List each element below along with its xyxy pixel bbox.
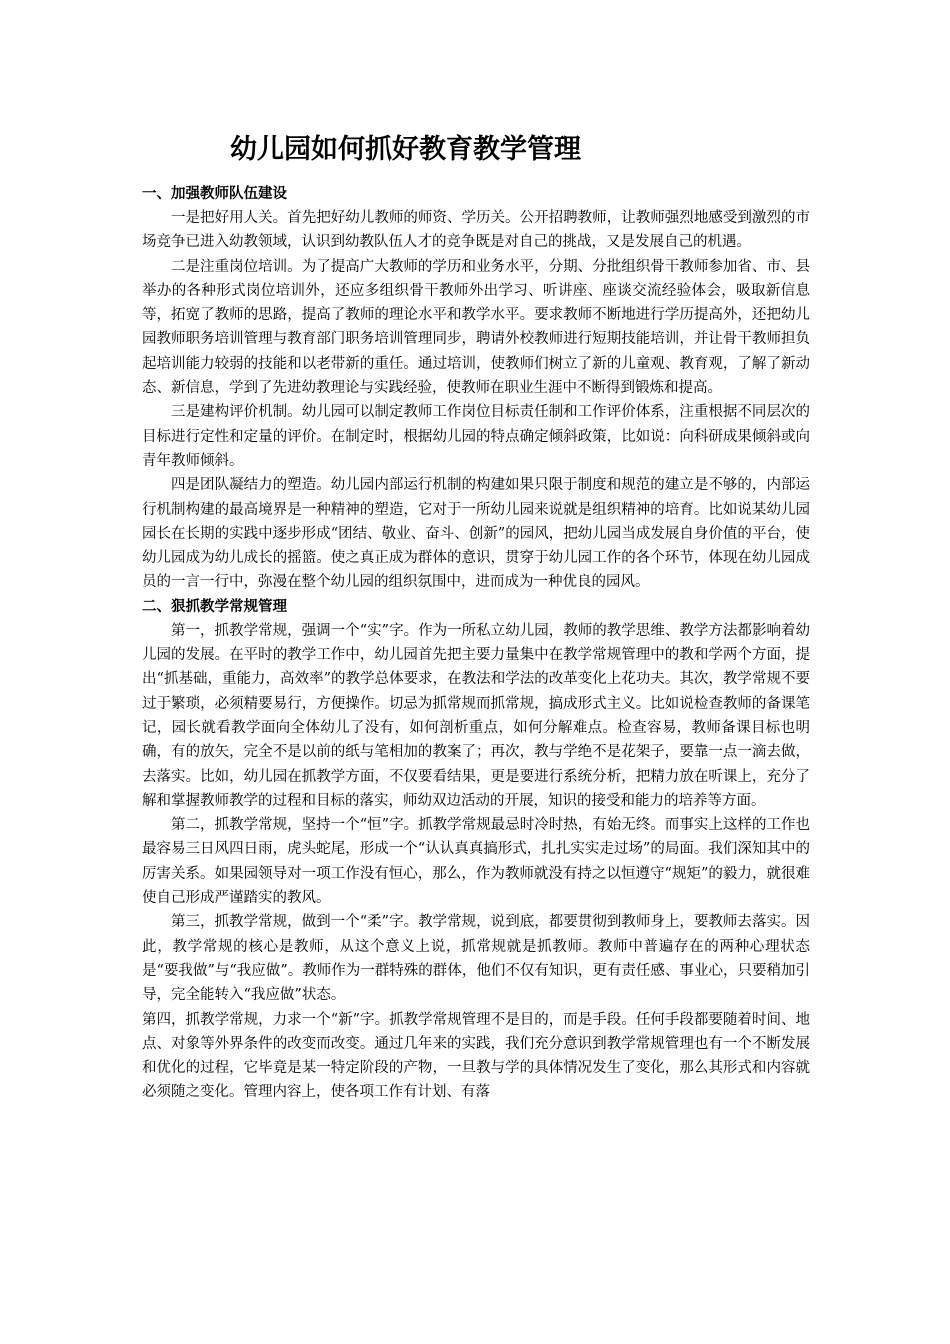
section-teacher-team [142, 182, 810, 595]
paragraph: 四是团队凝结力的塑造。幼儿园内部运行机制的构建如果只限于制度和规范的建立是不够的，内部运行机制构建的最高境界是一种精神的塑造，它对于一所幼儿园来说就是组织精神的培育。比如说某幼儿园园长在长期的实践中逐步形成“团结、敬业、奋斗、创新”的园风，把幼儿园当成发展自身价值的平台，使幼儿园成为幼儿成长的摇篮。使之真正成为群体的意识，贯穿于幼儿园工作的各个环节，体现在幼儿园成员的一言一行中，弥漫在整个幼儿园的组织氛围中，进而成为一种优良的园风。 [142, 477, 810, 591]
document-page [142, 128, 810, 1105]
section-heading: 一、加强教师队伍建设 [142, 186, 287, 202]
document-title: 幼儿园如何抓好教育教学管理 [230, 134, 581, 165]
section-heading: 二、狠抓教学常规管理 [142, 598, 287, 615]
paragraph: 二是注重岗位培训。为了提高广大教师的学历和业务水平，分期、分批组织骨干教师参加省、市、县举办的各种形式岗位培训外，还应多组织骨干教师外出学习、听讲座、座谈交流经验体会，吸取新信息等，拓宽了教师的思路，提高了教师的理论水平和教学水平。要求教师不断地进行学历提高外，还把幼儿园教师职务培训管理与教育部门职务培训管理同步，聘请外校教师进行短期技能培训，并让骨干教师担负起培训能力较弱的技能和以老带新的重任。通过培训，使教师们树立了新的儿童观、教育观，了解了新动态、新信息，学到了先进幼教理论与实践经验，使教师在职业生涯中不断得到锻炼和提高。 [142, 258, 810, 397]
paragraph: 第二，抓教学常规，坚持一个“恒”字。抓教学常规最忌时冷时热，有始无终。而事实上这样的工作也最容易三日风四日雨，虎头蛇尾，形成一个“认认真真搞形式，扎扎实实走过场”的局面。我们深知其中的厉害关系。如果园领导对一项工作没有恒心，那么，作为教师就没有持之以恒遵守“规矩”的毅力，就很难使自己形成严谨踏实的教风。 [142, 817, 810, 907]
paragraph: 第一，抓教学常规，强调一个“实”字。作为一所私立幼儿园，教师的教学思维、教学方法都影响着幼儿园的发展。在平时的教学工作中，幼儿园首先把主要力量集中在教学常规管理中的教和学两个方面，提出“抓基础，重能力，高效率”的教学总体要求，在教法和学法的改革变化上花功夫。其次，教学常规不要过于繁琐，必须精要易行，方便操作。切忌为抓常规而抓常规，搞成形式主义。比如说检查教师的备课笔记，园长就看教学面向全体幼儿了没有，如何剖析重点，如何分解难点。检查容易，教师备课目标也明确，有的放矢，完全不是以前的纸与笔相加的教案了；再次，教与学绝不是花架子，要靠一点一滴去做，去落实。比如，幼儿园在抓教学方面，不仅要看结果，更是要进行系统分析，把精力放在听课上，充分了解和掌握教师教学的过程和目标的落实，师幼双边活动的开展，知识的接受和能力的培养等方面。 [142, 622, 810, 809]
section-teaching-routine [142, 595, 810, 1105]
paragraph: 一是把好用人关。首先把好幼儿教师的师资、学历关。公开招聘教师，让教师强烈地感受到激烈的市场竞争已进入幼教领域，认识到幼教队伍人才的竞争既是对自己的挑战，又是发展自己的机遇。 [142, 210, 810, 251]
paragraph: 第四，抓教学常规，力求一个“新”字。抓教学常规管理不是目的，而是手段。任何手段都要随着时间、地点、对象等外界条件的改变而改变。通过几年来的实践，我们充分意识到教学常规管理也有一个不断发展和优化的过程，它毕竟是某一特定阶段的产物，一旦教与学的具体情况发生了变化，那么其形式和内容就必须随之变化。管理内容上，使各项工作有计划、有落 [142, 1011, 810, 1101]
paragraph: 第三，抓教学常规，做到一个“柔”字。教学常规，说到底，都要贯彻到教师身上，要教师去落实。因此，教学常规的核心是教师，从这个意义上说，抓常规就是抓教师。教师中普遍存在的两种心理状态是“要我做”与“我应做”。教师作为一群特殊的群体，他们不仅有知识，更有责任感、事业心，只要稍加引导，完全能转入“我应做”状态。 [142, 914, 810, 1004]
paragraph: 三是建构评价机制。幼儿园可以制定教师工作岗位目标责任制和工作评价体系，注重根据不同层次的目标进行定性和定量的评价。在制定时，根据幼儿园的特点确定倾斜政策，比如说：向科研成果倾斜或向青年教师倾斜。 [142, 404, 810, 469]
